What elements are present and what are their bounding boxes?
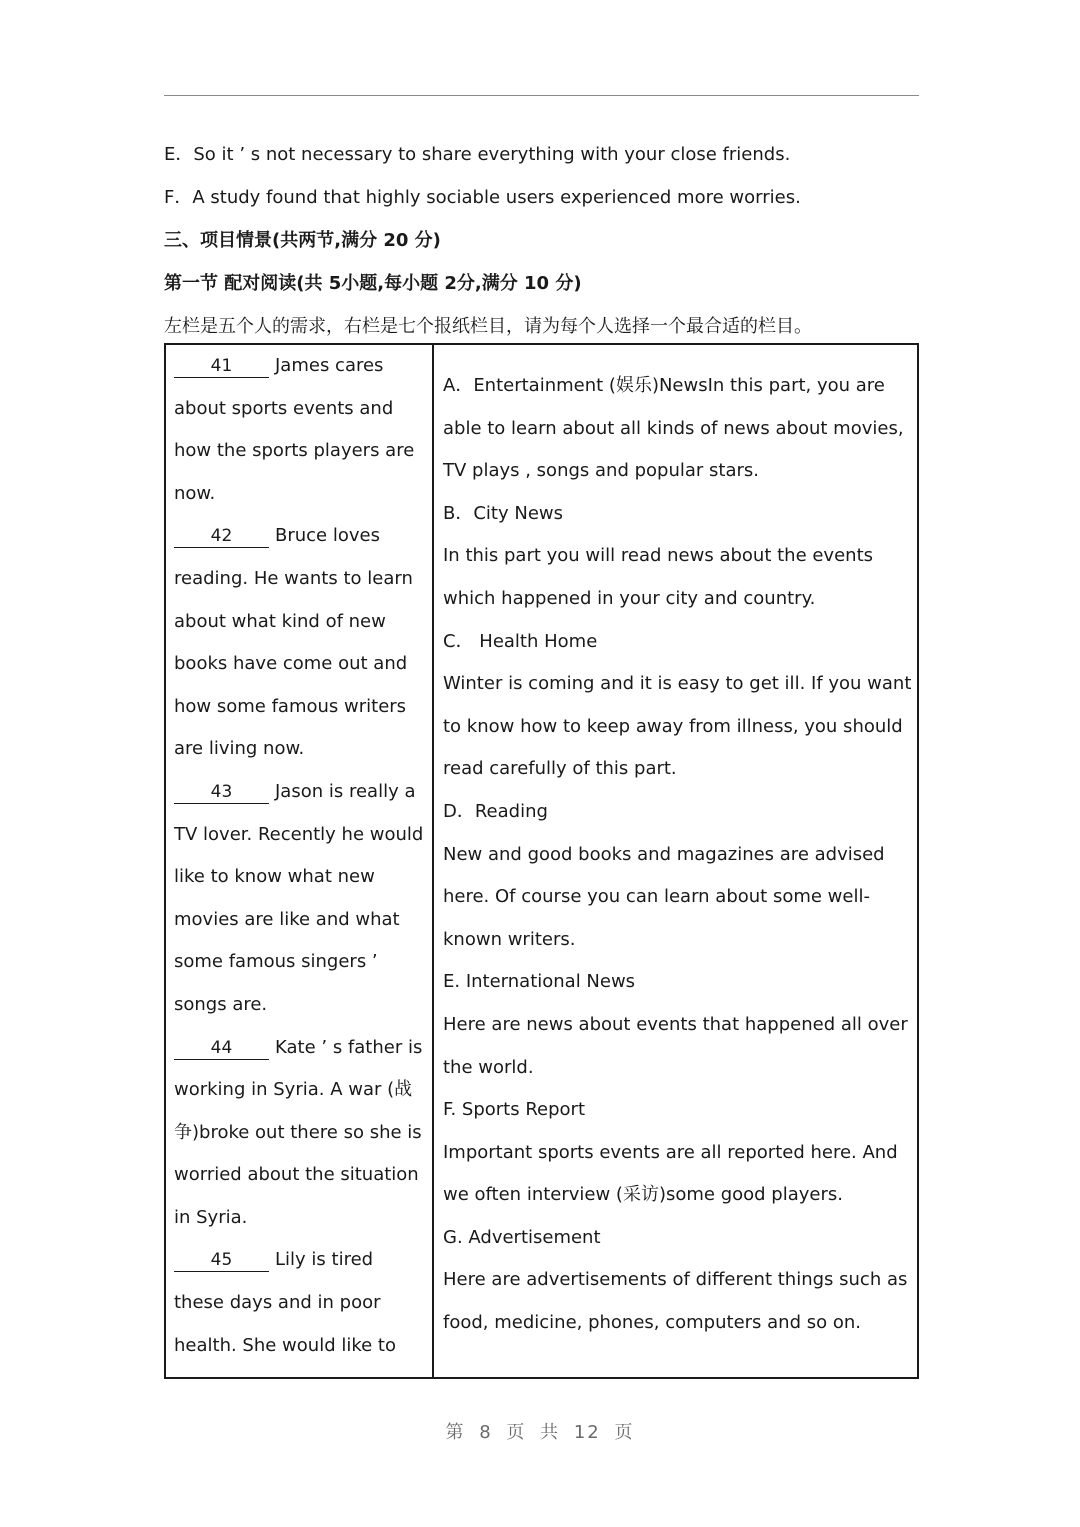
answer-blank-44[interactable]: 44 <box>174 1037 269 1060</box>
columns-list <box>443 365 913 1345</box>
header-rule <box>164 95 919 96</box>
answer-blank-42[interactable]: 42 <box>174 525 269 548</box>
question-45 <box>174 1239 424 1367</box>
column-f-desc: Important sports events are all reported here. And we often interview (采访)some good players. <box>443 1141 898 1206</box>
option-e-text: E．So it ’ s not necessary to share everything with your close friends. <box>164 144 791 165</box>
matching-table <box>164 343 919 1379</box>
column-e-title: E. International News <box>443 971 636 993</box>
column-divider <box>432 345 434 1377</box>
column-b-desc: In this part you will read news about the events which happened in your city and country. <box>443 545 874 609</box>
column-f-title: F. Sports Report <box>443 1099 585 1121</box>
instruction-text: 左栏是五个人的需求，右栏是七个报纸栏目，请为每个人选择一个最合适的栏目。 <box>164 316 812 337</box>
question-45-text: Lily is tired these days and in poor health. She would like to <box>174 1249 396 1356</box>
column-g-desc: Here are advertisements of different things such as food, medicine, phones, computers and so on. <box>443 1269 908 1334</box>
subsection-title: 第一节 配对阅读(共 5小题,每小题 2分,满分 10 分) <box>164 273 582 294</box>
answer-blank-45[interactable]: 45 <box>174 1249 269 1272</box>
question-42 <box>174 515 424 771</box>
question-44-text: Kate ’ s father is working in Syria. A war (战争)broke out there so she is worried about the situation in Syria. <box>174 1036 423 1228</box>
page-number: 第 8 页 共 12 页 <box>445 1422 635 1443</box>
column-e-desc: Here are news about events that happened all over the world. <box>443 1013 908 1078</box>
answer-blank-43[interactable]: 43 <box>174 781 269 804</box>
question-43 <box>174 771 424 1027</box>
column-d-title: D．Reading <box>443 800 548 822</box>
option-f-text: F．A study found that highly sociable users experienced more worries. <box>164 187 801 208</box>
question-42-text: Bruce loves reading. He wants to learn about what kind of new books have come out and how some famous writers are living now. <box>174 525 413 760</box>
question-41 <box>174 345 424 515</box>
needs-column <box>174 345 424 1367</box>
section-title: 三、项目情景(共两节,满分 20 分) <box>164 230 441 251</box>
column-c-desc: Winter is coming and it is easy to get ill. If you want to know how to keep away from illness, you should read carefully of this part. <box>443 673 912 780</box>
column-c-title: C． Health Home <box>443 630 598 652</box>
answer-blank-41[interactable]: 41 <box>174 355 269 378</box>
column-a-text: A．Entertainment (娱乐)NewsIn this part, you are able to learn about all kinds of news about movies, TV plays , songs and popular stars. <box>443 375 904 482</box>
question-43-text: Jason is really a TV lover. Recently he would like to know what new movies are like and what some famous singers ’ songs are. <box>174 780 424 1015</box>
question-41-text: James cares about sports events and how the sports players are now. <box>174 355 415 504</box>
column-b-title: B．City News <box>443 502 563 524</box>
column-d-desc: New and good books and magazines are advised here. Of course you can learn about some well-known writers. <box>443 843 885 950</box>
question-44 <box>174 1027 424 1240</box>
column-g-title: G. Advertisement <box>443 1226 601 1248</box>
